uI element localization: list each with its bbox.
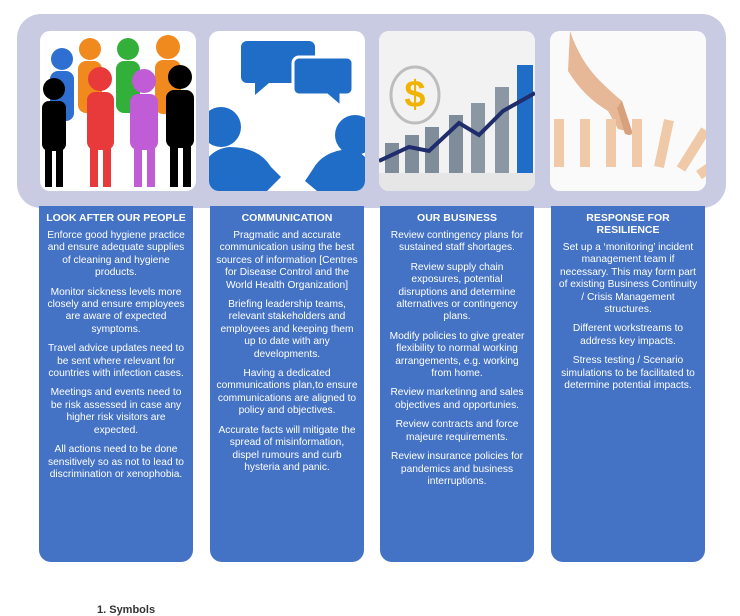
dollar-chart-icon (379, 31, 535, 191)
column-title: RESPONSE FOR RESILIENCE (586, 212, 670, 236)
column-item: Different workstreams to address key impacts. (572, 323, 684, 347)
column-item: Meetings and events need to be risk assessed in case any higher risk visitors are expected. (50, 387, 182, 436)
chat-people-icon (209, 31, 365, 191)
column-item: Pragmatic and accurate communication using the best sources of information [Centres for Disease Control and the World Health Organization] (216, 230, 358, 291)
column-item: Travel advice updates need to be sent where relevant for countries with infection cases. (47, 343, 185, 380)
column-title: OUR BUSINESS (417, 212, 497, 224)
column-item: Review contracts and force majeure requirements. (395, 419, 519, 443)
domino-hand-icon (550, 31, 706, 191)
column-item: Monitor sickness levels more closely and ensure employees are aware of expected symptoms. (47, 286, 185, 335)
column-item: Stress testing / Scenario simulations to be facilitated to determine potential impacts. (561, 355, 695, 392)
people-group-icon (40, 31, 196, 191)
column-response-resilience (551, 206, 705, 562)
column-title: COMMUNICATION (241, 212, 333, 224)
column-item: All actions need to be done sensitively so as not to lead to discrimination or xenophobia. (48, 444, 184, 480)
column-item: Review supply chain exposures, potential disruptions and determine alternatives or contingency plans. (396, 261, 518, 323)
column-item: Having a dedicated communications plan,to ensure communications are aligned to policy and objectives. (216, 368, 358, 417)
column-item: Review contingency plans for sustained staff shortages. (390, 230, 524, 254)
column-item: Enforce good hygiene practice and ensure adequate supplies of cleaning and hygiene products. (47, 230, 185, 279)
footnote: 1. Symbols (97, 604, 156, 616)
column-item: Set up a ‘monitoring’ incident management team if necessary. This may form part of existing Business Continuity / Crisis Management structures. (558, 242, 698, 316)
column-title: LOOK AFTER OUR PEOPLE (46, 212, 186, 224)
column-item: Modify policies to give greater flexibility to normal working arrangements, e.g. working from home. (389, 330, 525, 380)
column-item: Briefing leadership teams, relevant stakeholders and employees and keeping them up to date with any developments. (220, 299, 354, 360)
column-item: Review marketinng and sales objectives and opportunies. (390, 387, 524, 411)
column-item: Accurate facts will mitigate the spread of misinformation, dispel rumours and curb hysteria and panic. (218, 424, 356, 473)
column-item: Review insurance policies for pandemics and business interruptions. (391, 451, 523, 487)
column-our-business (380, 206, 534, 562)
column-look-after-people (39, 206, 193, 562)
column-communication (210, 206, 364, 562)
svg-text:$: $ (404, 74, 426, 116)
